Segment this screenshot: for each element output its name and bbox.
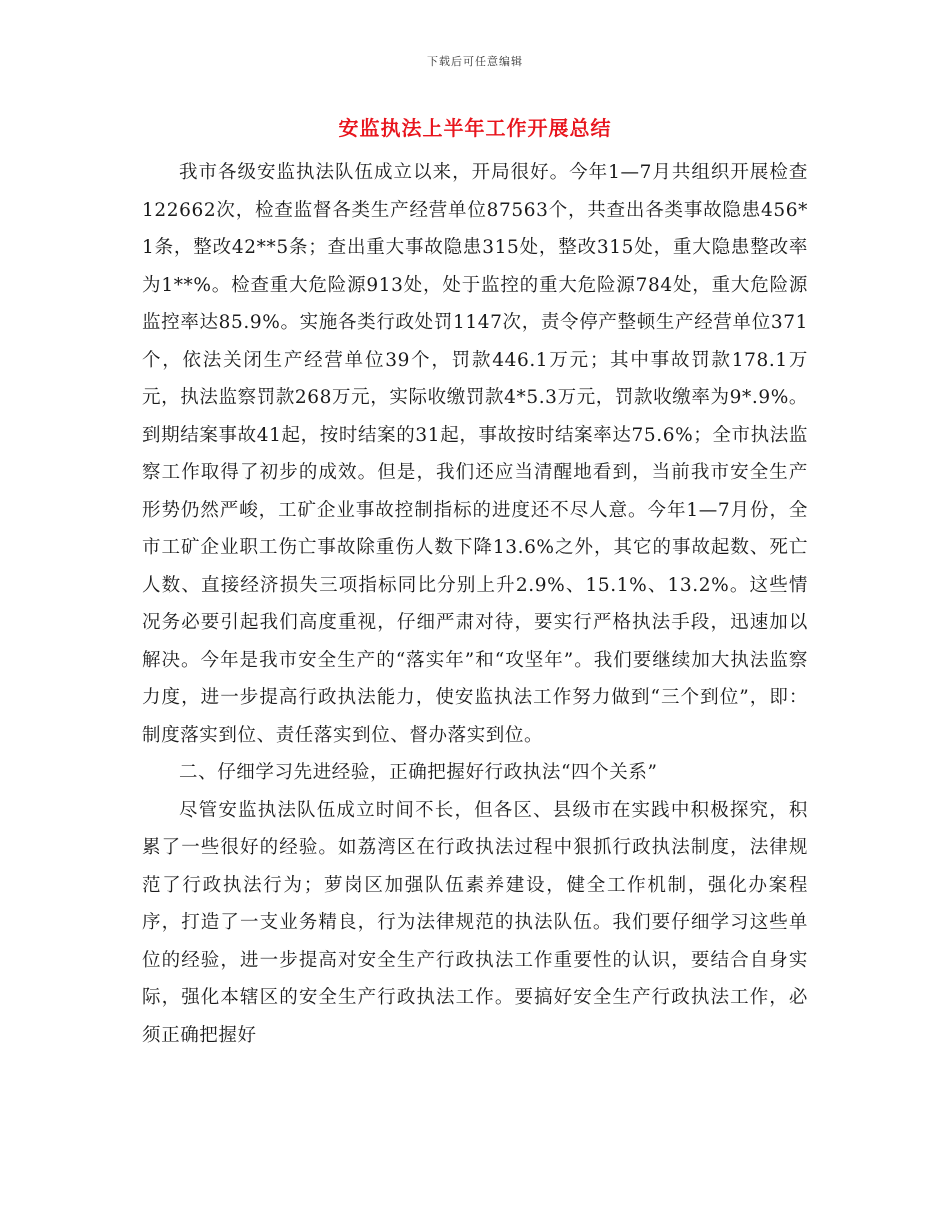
- document-title: 安监执法上半年工作开展总结: [338, 116, 612, 140]
- section-heading: 二、仔细学习先进经验，正确把握好行政执法“四个关系”: [179, 762, 658, 783]
- header-note: 下载后可任意编辑: [427, 55, 523, 68]
- document-body: [142, 154, 808, 1054]
- paragraph-experience: 尽管安监执法队伍成立时间不长，但各区、县级市在实践中积极探究，积累了一些很好的经验。如荔湾区在行政执法过程中狠抓行政执法制度，法律规范了行政执法行为；萝岗区加强队伍素养建设，健全工作机制，强化办案程序，打造了一支业务精良，行为法律规范的执法队伍。我们要仔细学习这些单位的经验，进一步提高对安全生产行政执法工作重要性的认识，要结合自身实际，强化本辖区的安全生产行政执法工作。要搞好安全生产行政执法工作，必须正确把握好: [142, 799, 808, 1046]
- paragraph-summary: 我市各级安监执法队伍成立以来，开局很好。今年1—7月共组织开展检查122662次，检查监督各类生产经营单位87563个，共查出各类事故隐患456*1条，整改42**5条；查出重大事故隐患315处，整改315处，重大隐患整改率为1**%。检查重大危险源913处，处于监控的重大危险源784处，重大危险源监控率达85.9%。实施各类行政处罚1147次，责令停产整顿生产经营单位371个，依法关闭生产经营单位39个，罚款446.1万元；其中事故罚款178.1万元，执法监察罚款268万元，实际收缴罚款4*5.3万元，罚款收缴率为9*.9%。到期结案事故41起，按时结案的31起，事故按时结案率达75.6%；全市执法监察工作取得了初步的成效。但是，我们还应当清醒地看到，当前我市安全生产形势仍然严峻，工矿企业事故控制指标的进度还不尽人意。今年1—7月份，全市工矿企业职工伤亡事故除重伤人数下降13.6%之外，其它的事故起数、死亡人数、直接经济损失三项指标同比分别上升2.9%、15.1%、13.2%。这些情况务必要引起我们高度重视，仔细严肃对待，要实行严格执法手段，迅速加以解决。今年是我市安全生产的“落实年”和“攻坚年”。我们要继续加大执法监察力度，进一步提高行政执法能力，使安监执法工作努力做到“三个到位”，即：制度落实到位、责任落实到位、督办落实到位。: [142, 162, 808, 746]
